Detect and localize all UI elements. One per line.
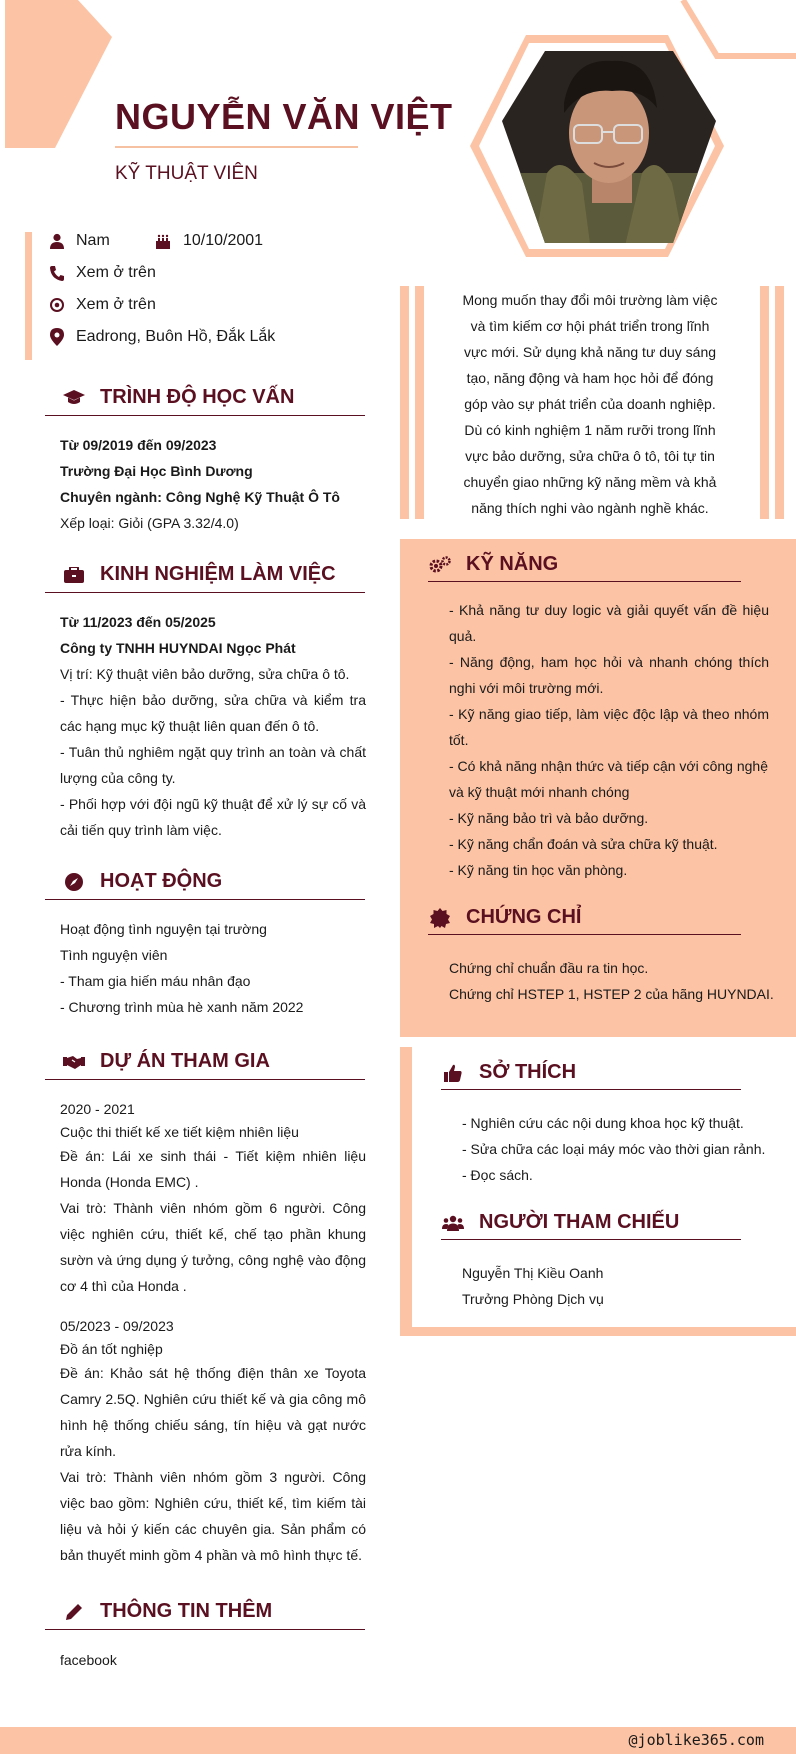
education-major: Chuyên ngành: Công Nghệ Kỹ Thuật Ô Tô <box>60 489 340 505</box>
certificate-badge-icon <box>428 907 452 929</box>
compass-icon <box>62 871 86 893</box>
gender-value: Nam <box>76 232 110 249</box>
thumbs-up-icon <box>441 1062 465 1084</box>
education-heading: TRÌNH ĐỘ HỌC VẤN <box>62 386 294 409</box>
info-accent-bar <box>25 232 32 360</box>
education-grade: Xếp loại: Giỏi (GPA 3.32/4.0) <box>60 515 239 531</box>
phone-value: Xem ở trên <box>76 264 156 281</box>
activities-divider <box>45 899 365 900</box>
skills-content: - Khả năng tư duy logic và giải quyết vấn đề hiệu quả. - Năng động, ham học hỏi và nhanh chóng thích nghi với môi trường mới. - Kỹ năng giao tiếp, làm việc độc lập và theo nhóm tốt. - Có khả năng nhận thức và tiếp cận với công nghệ và kỹ thuật mới nhanh chóng - Kỹ năng bảo trì và bảo dưỡng. - Kỹ năng chẩn đoán và sửa chữa kỹ thuật. - Kỹ năng tin học văn phòng. <box>449 602 769 878</box>
project-role: Vai trò: Thành viên nhóm gồm 3 người. Công việc bao gồm: Nghiên cứu, thiết kế, tìm kiếm tài liệu và hỏi ý kiến các chuyên gia. Sản phẩm có bản thuyết minh gồm 4 phần và mô hình thực tế. <box>60 1469 366 1563</box>
users-icon <box>441 1212 465 1234</box>
phone-icon <box>50 265 64 281</box>
project-name: Đồ án tốt nghiệp <box>60 1341 163 1357</box>
candidate-name: NGUYỄN VĂN VIỆT <box>115 96 453 137</box>
skills-heading: KỸ NĂNG <box>428 553 558 576</box>
career-objective: Mong muốn thay đổi môi trường làm việc và tìm kiếm cơ hội phát triển trong lĩnh vực mới. Sử dụng khả năng tư duy sáng tạo, năng động và ham học hỏi để đóng góp vào sự phát triển của doanh nghiệp. Dù có kinh nghiệm 1 năm rưỡi trong lĩnh vực bảo dưỡng, sửa chữa ô tô, tôi tự tin chuyển giao những kỹ năng mềm và khả năng thích nghi vào ngành nghề khác. <box>462 292 718 516</box>
name-underline <box>115 146 358 148</box>
candidate-role: KỸ THUẬT VIÊN <box>115 163 258 184</box>
objective-bar-right-2 <box>775 286 784 519</box>
person-icon <box>50 233 64 249</box>
project-period: 2020 - 2021 <box>60 1101 135 1117</box>
more-info-heading: THÔNG TIN THÊM <box>62 1600 272 1623</box>
reference-position: Trưởng Phòng Dịch vụ <box>462 1291 604 1307</box>
hobbies-heading: SỞ THÍCH <box>441 1061 576 1084</box>
handshake-icon <box>62 1051 86 1073</box>
project-topic: Đề án: Lái xe sinh thái - Tiết kiệm nhiên liệu Honda (Honda EMC) . <box>60 1148 366 1190</box>
experience-company: Công ty TNHH HUYNDAI Ngọc Phát <box>60 640 296 656</box>
footer-bar <box>0 1727 796 1754</box>
more-info-divider <box>45 1629 365 1630</box>
birthday-value: 10/10/2001 <box>183 232 264 249</box>
email-value: Xem ở trên <box>76 296 156 313</box>
certificates-content: Chứng chỉ chuẩn đầu ra tin học. Chứng chỉ HSTEP 1, HSTEP 2 của hãng HUYNDAI. <box>449 960 774 1002</box>
education-content <box>60 432 366 536</box>
hobbies-panel-left-border <box>400 1047 412 1335</box>
project-item-2 <box>60 1314 366 1568</box>
facebook-link[interactable]: facebook <box>60 1652 117 1668</box>
projects-heading: DỰ ÁN THAM GIA <box>62 1050 270 1073</box>
graduation-cap-icon <box>62 387 86 409</box>
location-pin-icon <box>50 328 64 346</box>
birthday-row <box>155 232 263 250</box>
address-row <box>50 328 275 346</box>
certificates-heading: CHỨNG CHỈ <box>428 906 581 929</box>
phone-row <box>50 264 156 282</box>
objective-bar-left-2 <box>415 286 424 519</box>
experience-heading: KINH NGHIỆM LÀM VIỆC <box>62 563 336 586</box>
references-content <box>462 1260 782 1312</box>
reference-name: Nguyễn Thị Kiều Oanh <box>462 1265 604 1281</box>
activities-content: Hoạt động tình nguyện tại trường Tình nguyện viên - Tham gia hiến máu nhân đạo - Chương trình mùa hè xanh năm 2022 <box>60 921 304 1015</box>
hobbies-panel-bottom-border <box>400 1327 796 1336</box>
at-sign-icon <box>50 297 64 313</box>
certificates-divider <box>428 934 741 935</box>
project-item-1 <box>60 1097 366 1299</box>
pencil-icon <box>62 1601 86 1623</box>
gears-icon <box>428 554 452 576</box>
project-period: 05/2023 - 09/2023 <box>60 1318 174 1334</box>
experience-content: Từ 11/2023 đến 05/2025 Công ty TNHH HUYNDAI Ngọc Phát Vị trí: Kỹ thuật viên bảo dưỡng, sửa chữa ô tô. - Thực hiện bảo dưỡng, sửa chữa và kiểm tra các hạng mục kỹ thuật liên quan đến ô tô. - Tuân thủ nghiêm ngặt quy trình an toàn và chất lượng của công ty. - Phối hợp với đội ngũ kỹ thuật để xử lý sự cố và cải tiến quy trình làm việc. <box>60 609 366 843</box>
gender-row <box>50 232 110 250</box>
project-topic: Đề án: Khảo sát hệ thống điện thân xe Toyota Camry 2.5Q. Nghiên cứu thiết kế và gia công mô hình hệ thống chiếu sáng, tín hiệu và gạt nước rửa kính. <box>60 1365 366 1459</box>
experience-divider <box>45 592 365 593</box>
briefcase-icon <box>62 564 86 586</box>
footer-watermark: @joblike365.com <box>628 1731 764 1749</box>
hobbies-divider <box>441 1089 741 1090</box>
skills-divider <box>428 581 741 582</box>
activities-heading: HOẠT ĐỘNG <box>62 870 222 893</box>
references-divider <box>441 1239 741 1240</box>
hobbies-content: - Nghiên cứu các nội dung khoa học kỹ thuật. - Sửa chữa các loại máy móc vào thời gian rảnh. - Đọc sách. <box>462 1115 766 1183</box>
objective-bar-right-1 <box>760 286 769 519</box>
objective-bar-left-1 <box>400 286 409 519</box>
decor-top-left-shape <box>0 0 115 150</box>
references-heading: NGƯỜI THAM CHIẾU <box>441 1211 679 1234</box>
birthday-cake-icon <box>155 233 171 249</box>
project-name: Cuộc thi thiết kế xe tiết kiệm nhiên liệu <box>60 1124 299 1140</box>
experience-period: Từ 11/2023 đến 05/2025 <box>60 614 216 630</box>
address-value: Eadrong, Buôn Hồ, Đắk Lắk <box>76 328 276 345</box>
education-divider <box>45 415 365 416</box>
education-period: Từ 09/2019 đến 09/2023 <box>60 437 217 453</box>
avatar <box>466 33 728 259</box>
email-row <box>50 296 156 314</box>
projects-divider <box>45 1079 365 1080</box>
education-school: Trường Đại Học Bình Dương <box>60 463 253 479</box>
project-role: Vai trò: Thành viên nhóm gồm 6 người. Công việc nghiên cứu, thiết kế, chế tạo phần khung sườn và ứng dụng ý tưởng, công nghệ vào động cơ 4 thì của Honda . <box>60 1200 366 1294</box>
